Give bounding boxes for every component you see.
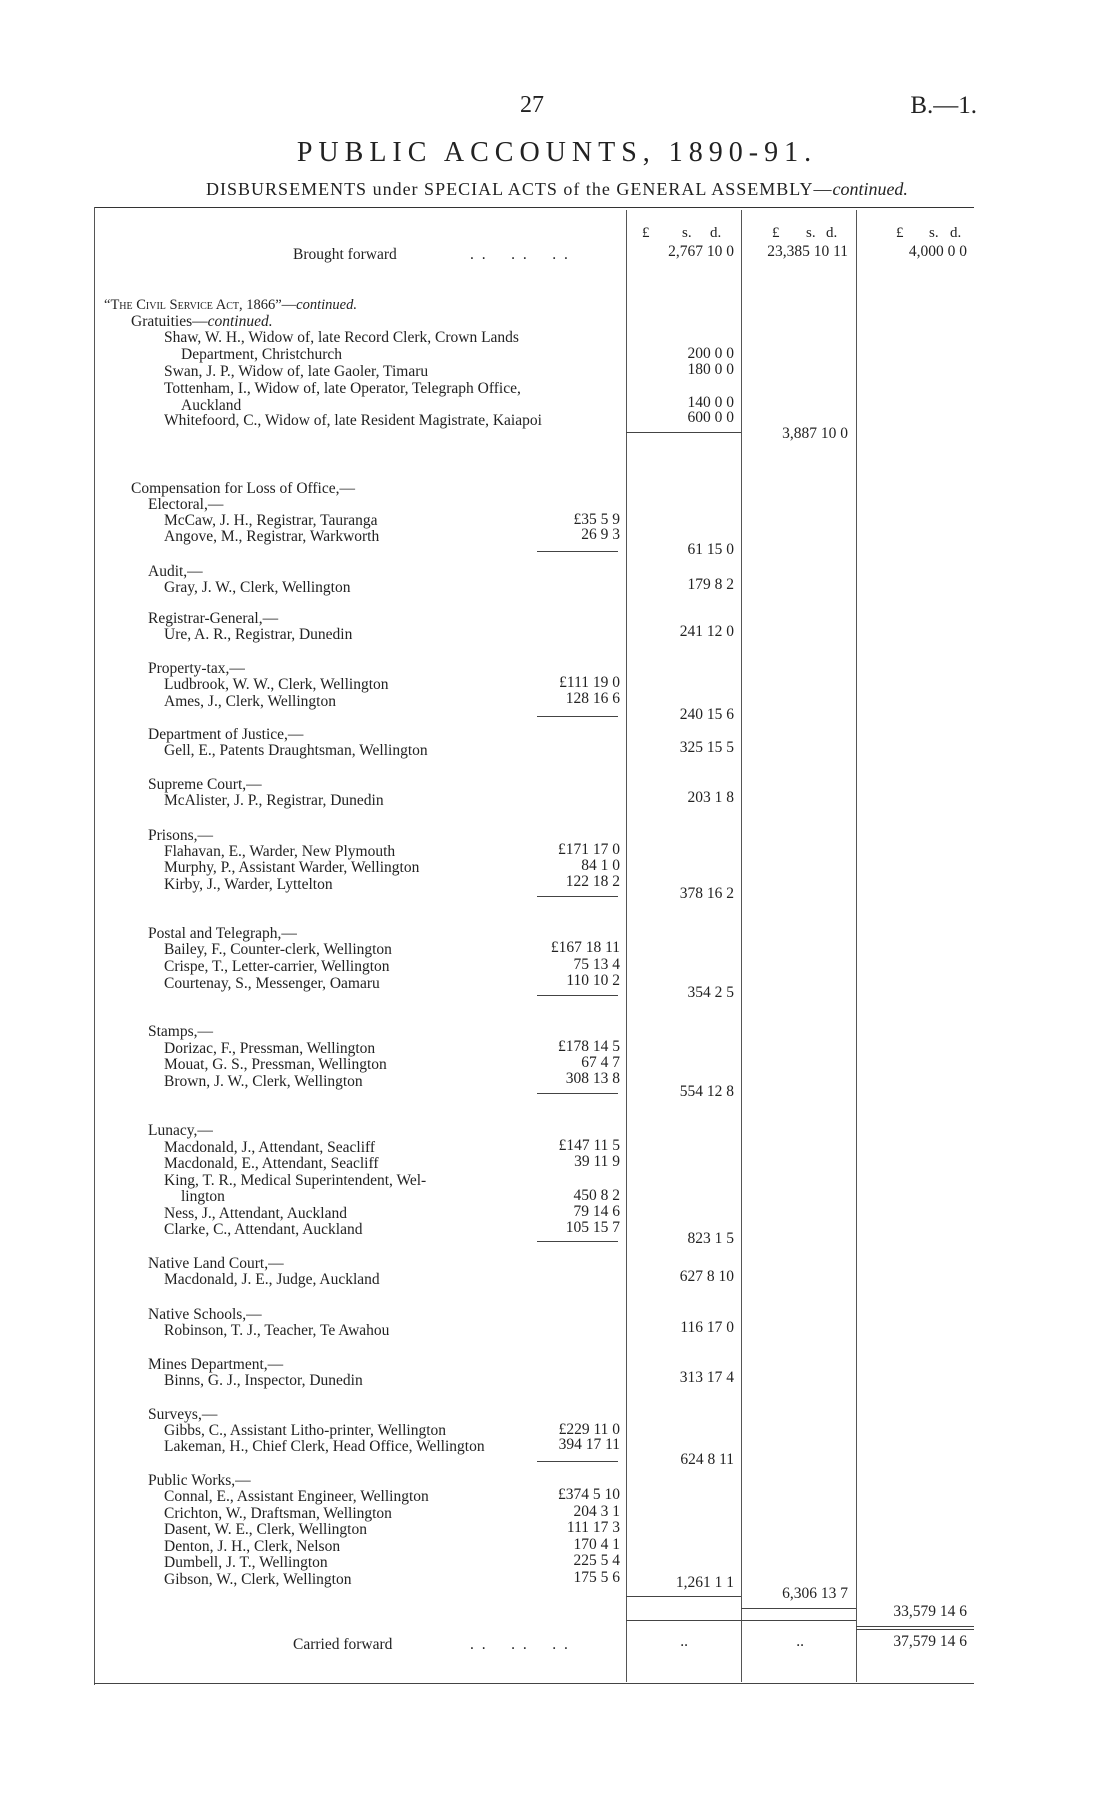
- leader-dots: . . . . . .: [470, 1636, 570, 1653]
- lunacy-item: lington: [181, 1188, 225, 1205]
- prisons-item: Kirby, J., Warder, Lyttelton: [164, 876, 333, 893]
- electoral-total: 61 15 0: [687, 541, 734, 558]
- table-left-rule: [94, 207, 95, 1685]
- col1-pence-header: d.: [710, 225, 722, 241]
- public-works-amount: 225 5 4: [573, 1552, 620, 1569]
- postal-total: 354 2 5: [687, 984, 734, 1001]
- brought-forward-col1: 2,767 10 0: [668, 243, 734, 260]
- brought-forward-label: Brought forward: [293, 246, 397, 263]
- leader-dots: . . . . . .: [470, 246, 570, 263]
- surveys-total: 624 8 11: [680, 1451, 734, 1468]
- carried-forward-label: Carried forward: [293, 1636, 393, 1653]
- property-tax-amount: 128 16 6: [565, 690, 620, 707]
- native-schools-heading: Native Schools,—: [148, 1306, 262, 1323]
- prisons-amount: 84 1 0: [581, 857, 620, 874]
- act-name: The Civil Service Act: [110, 297, 239, 313]
- mines-heading: Mines Department,—: [148, 1356, 284, 1373]
- postal-item: Bailey, F., Counter-clerk, Wellington: [164, 941, 392, 958]
- surveys-heading: Surveys,—: [148, 1406, 218, 1423]
- column-rule-1: [626, 210, 627, 1682]
- registrar-general-total: 241 12 0: [679, 623, 734, 640]
- public-works-amount: 204 3 1: [573, 1503, 620, 1520]
- lunacy-item: Macdonald, J., Attendant, Seacliff: [164, 1139, 376, 1156]
- col2-shilling-header: s.: [806, 225, 816, 241]
- gratuity-amount: 600 0 0: [687, 409, 734, 426]
- compensation-heading: Compensation for Loss of Office,—: [131, 480, 355, 497]
- public-works-amount: £374 5 10: [558, 1486, 620, 1503]
- prisons-item: Murphy, P., Assistant Warder, Wellington: [164, 859, 420, 876]
- justice-item: Gell, E., Patents Draughtsman, Wellington: [164, 742, 428, 759]
- brought-forward-col2: 23,385 10 11: [767, 243, 848, 260]
- property-tax-item: Ames, J., Clerk, Wellington: [164, 693, 336, 710]
- property-tax-amount: £111 19 0: [559, 674, 620, 691]
- subtotal-rule: [537, 1461, 618, 1462]
- public-works-item: Dumbell, J. T., Wellington: [164, 1554, 328, 1571]
- table-bottom-rule: [94, 1683, 974, 1684]
- lunacy-amount: 79 14 6: [573, 1203, 620, 1220]
- electoral-heading: Electoral,—: [148, 496, 224, 513]
- lunacy-item: Clarke, C., Attendant, Auckland: [164, 1221, 363, 1238]
- compensation-total: 6,306 13 7: [782, 1585, 848, 1602]
- electoral-item: Angove, M., Registrar, Warkworth: [164, 528, 380, 545]
- subtotal-rule: [537, 551, 618, 552]
- gratuities-total: 3,887 10 0: [782, 425, 848, 442]
- public-works-amount: 175 5 6: [573, 1569, 620, 1586]
- electoral-amount: £35 5 9: [573, 511, 620, 528]
- gratuity-amount: 180 0 0: [687, 361, 734, 378]
- public-works-amount: 111 17 3: [566, 1519, 620, 1536]
- col2-pound-header: £: [772, 225, 780, 241]
- column-rule-3: [856, 210, 857, 1682]
- gratuity-line: Whitefoord, C., Widow of, late Resident Magistrate, Kaiapoi: [164, 412, 542, 429]
- native-schools-item: Robinson, T. J., Teacher, Te Awahou: [164, 1322, 390, 1339]
- prisons-heading: Prisons,—: [148, 827, 214, 844]
- stamps-amount: 67 4 7: [581, 1054, 620, 1071]
- gratuity-line: Tottenham, I., Widow of, late Operator, Telegraph Office,: [164, 380, 521, 397]
- lunacy-amount: 105 15 7: [565, 1219, 620, 1236]
- carried-forward-col3: 37,579 14 6: [893, 1633, 967, 1650]
- mines-item: Binns, G. J., Inspector, Dunedin: [164, 1372, 363, 1389]
- postal-item: Courtenay, S., Messenger, Oamaru: [164, 975, 380, 992]
- stamps-amount: £178 14 5: [558, 1038, 620, 1055]
- gratuities-continued: continued.: [207, 313, 273, 330]
- lunacy-item: King, T. R., Medical Superintendent, Wel-: [164, 1172, 427, 1189]
- justice-total: 325 15 5: [679, 739, 734, 756]
- lunacy-total: 823 1 5: [687, 1230, 734, 1247]
- subtitle-main: DISBURSEMENTS under SPECIAL ACTS of the GENERAL ASSEMBLY—: [206, 179, 833, 199]
- subtotal-rule: [537, 995, 618, 996]
- lunacy-item: Macdonald, E., Attendant, Seacliff: [164, 1155, 379, 1172]
- prisons-item: Flahavan, E., Warder, New Plymouth: [164, 843, 396, 860]
- stamps-item: Brown, J. W., Clerk, Wellington: [164, 1073, 363, 1090]
- prisons-amount: 122 18 2: [565, 873, 620, 890]
- subtitle-continued: continued.: [832, 179, 908, 199]
- stamps-total: 554 12 8: [679, 1083, 734, 1100]
- act-total: 33,579 14 6: [893, 1603, 967, 1620]
- lunacy-amount: 450 8 2: [573, 1187, 620, 1204]
- page-number: 27: [520, 92, 544, 118]
- public-works-item: Gibson, W., Clerk, Wellington: [164, 1571, 352, 1588]
- postal-amount: £167 18 11: [550, 939, 620, 956]
- lunacy-amount: 39 11 9: [574, 1153, 620, 1170]
- col2-pence-header: d.: [826, 225, 838, 241]
- electoral-amount: 26 9 3: [581, 526, 620, 543]
- act-year: , 1866”—: [238, 297, 297, 313]
- col3-shilling-header: s.: [929, 225, 939, 241]
- gratuity-line: Swan, J. P., Widow of, late Gaoler, Timaru: [164, 363, 429, 380]
- act-continued: continued.: [296, 297, 357, 313]
- subtotal-rule: [537, 1241, 618, 1242]
- gratuities-label: Gratuities—: [131, 313, 208, 330]
- col1-pound-header: £: [642, 225, 650, 241]
- lunacy-amount: £147 11 5: [558, 1137, 620, 1154]
- gratuity-line: Department, Christchurch: [181, 346, 342, 363]
- gratuity-amount: 200 0 0: [687, 345, 734, 362]
- subtotal-rule: [537, 1093, 618, 1094]
- public-works-item: Denton, J. H., Clerk, Nelson: [164, 1538, 341, 1555]
- prisons-amount: £171 17 0: [558, 841, 620, 858]
- column-rule-2: [741, 210, 742, 1682]
- prisons-total: 378 16 2: [679, 885, 734, 902]
- public-works-heading: Public Works,—: [148, 1472, 251, 1489]
- act-heading: [104, 297, 357, 314]
- supreme-court-heading: Supreme Court,—: [148, 776, 262, 793]
- subtotal-rule: [537, 896, 618, 897]
- postal-amount: 110 10 2: [566, 972, 620, 989]
- postal-amount: 75 13 4: [573, 956, 620, 973]
- justice-heading: Department of Justice,—: [148, 726, 304, 743]
- mines-total: 313 17 4: [679, 1369, 734, 1386]
- public-works-item: Connal, E., Assistant Engineer, Wellington: [164, 1488, 429, 1505]
- total-rule: [856, 1626, 974, 1627]
- native-land-heading: Native Land Court,—: [148, 1255, 284, 1272]
- property-tax-heading: Property-tax,—: [148, 660, 245, 677]
- registrar-general-heading: Registrar-General,—: [148, 610, 279, 627]
- surveys-item: Gibbs, C., Assistant Litho-printer, Wellington: [164, 1422, 447, 1439]
- audit-heading: Audit,—: [148, 563, 203, 580]
- gratuity-line: Shaw, W. H., Widow of, late Record Clerk, Crown Lands: [164, 329, 519, 346]
- electoral-item: McCaw, J. H., Registrar, Tauranga: [164, 512, 378, 529]
- public-works-item: Crichton, W., Draftsman, Wellington: [164, 1505, 392, 1522]
- native-schools-total: 116 17 0: [680, 1319, 734, 1336]
- stamps-item: Dorizac, F., Pressman, Wellington: [164, 1040, 376, 1057]
- supreme-court-item: McAlister, J. P., Registrar, Dunedin: [164, 792, 384, 809]
- public-works-total: 1,261 1 1: [675, 1574, 734, 1591]
- total-rule-double: [856, 1629, 974, 1630]
- gratuity-amount: 140 0 0: [687, 394, 734, 411]
- public-works-item: Dasent, W. E., Clerk, Wellington: [164, 1521, 367, 1538]
- audit-total: 179 8 2: [687, 576, 734, 593]
- subtotal-rule: [626, 1596, 741, 1597]
- brought-forward-col3: 4,000 0 0: [908, 243, 967, 260]
- postal-item: Crispe, T., Letter-carrier, Wellington: [164, 958, 390, 975]
- table-top-rule: [94, 207, 974, 208]
- supreme-court-total: 203 1 8: [687, 789, 734, 806]
- lunacy-heading: Lunacy,—: [148, 1122, 213, 1139]
- carried-forward-col1: ..: [680, 1633, 688, 1650]
- surveys-item: Lakeman, H., Chief Clerk, Head Office, Wellington: [164, 1438, 485, 1455]
- subtotal-rule: [537, 716, 618, 717]
- document-reference: B.—1.: [910, 92, 977, 119]
- native-land-total: 627 8 10: [679, 1268, 734, 1285]
- col3-pound-header: £: [896, 225, 904, 241]
- subtotal-rule: [626, 432, 741, 433]
- property-tax-item: Ludbrook, W. W., Clerk, Wellington: [164, 676, 389, 693]
- registrar-general-item: Ure, A. R., Registrar, Dunedin: [164, 626, 353, 643]
- col3-pence-header: d.: [950, 225, 962, 241]
- lunacy-item: Ness, J., Attendant, Auckland: [164, 1205, 347, 1222]
- surveys-amount: 394 17 11: [558, 1436, 620, 1453]
- carried-forward-rule: [626, 1620, 856, 1621]
- page-subtitle: [0, 179, 1114, 200]
- native-land-item: Macdonald, J. E., Judge, Auckland: [164, 1271, 380, 1288]
- page-title: PUBLIC ACCOUNTS, 1890-91.: [296, 137, 818, 168]
- stamps-item: Mouat, G. S., Pressman, Wellington: [164, 1056, 387, 1073]
- property-tax-total: 240 15 6: [679, 706, 734, 723]
- gratuity-line: Auckland: [181, 397, 242, 414]
- public-works-amount: 170 4 1: [573, 1536, 620, 1553]
- postal-heading: Postal and Telegraph,—: [148, 925, 297, 942]
- audit-item: Gray, J. W., Clerk, Wellington: [164, 579, 351, 596]
- surveys-amount: £229 11 0: [558, 1421, 620, 1438]
- subtotal-rule: [741, 1608, 856, 1609]
- col1-shilling-header: s.: [682, 225, 692, 241]
- act-quote: “: [104, 297, 111, 313]
- stamps-heading: Stamps,—: [148, 1023, 214, 1040]
- gratuities-heading: [131, 313, 273, 330]
- carried-forward-col2: ..: [796, 1633, 804, 1650]
- stamps-amount: 308 13 8: [565, 1070, 620, 1087]
